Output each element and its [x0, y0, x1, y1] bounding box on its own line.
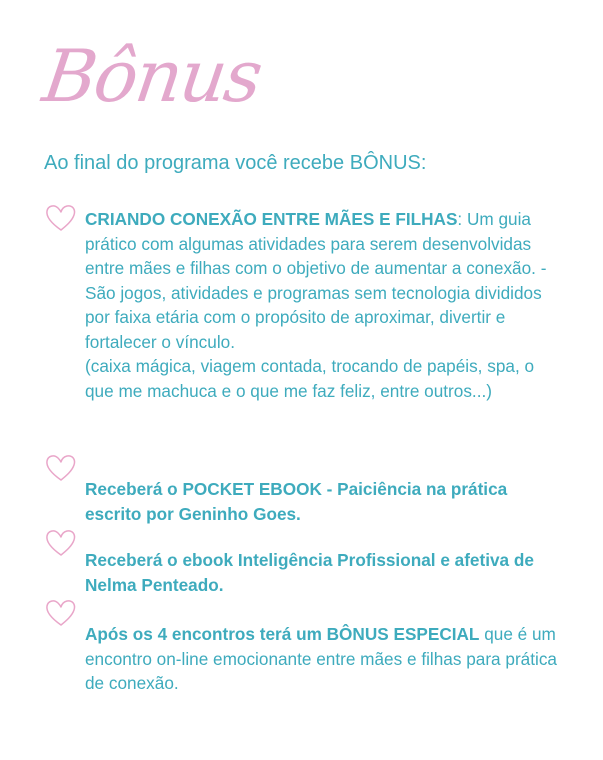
bonus-text-2 — [85, 477, 560, 526]
bonus-body-4: que é um encontro on-line emocionante entre mães e filhas para prática de conexão. — [85, 624, 557, 693]
bonus-heading-3: Receberá o ebook Inteligência Profissional e afetiva de Nelma Penteado. — [85, 550, 534, 595]
heart-outline-icon — [44, 203, 78, 233]
heart-outline-icon — [44, 453, 78, 483]
bonus-heading-4: Após os 4 encontros terá um BÔNUS ESPECIAL — [85, 624, 480, 644]
heart-outline-icon — [44, 598, 78, 628]
bonus-body-1: Um guia prático com algumas atividades para serem desenvolvidas entre mães e filhas com o objetivo de aumentar a conexão. - São jogos, atividades e programas sem tecnologia divididos por faixa etária com o propósito de aproximar, divertir e fortalecer o vínculo. — [85, 209, 547, 352]
bonus-extra-1: (caixa mágica, viagem contada, trocando de papéis, spa, o que me machuca e o que me faz feliz, entre outros...) — [85, 356, 535, 401]
bonus-heading-colon: : — [457, 209, 463, 229]
page-title: Bônus — [38, 34, 266, 118]
bonus-text-1 — [85, 207, 560, 403]
bonus-text-4 — [85, 622, 560, 696]
bonus-text-3 — [85, 548, 560, 597]
bonus-heading-1: CRIANDO CONEXÃO ENTRE MÃES E FILHAS — [85, 209, 458, 229]
bonus-heading-2: Receberá o POCKET EBOOK - Paiciência na prática escrito por Geninho Goes. — [85, 479, 508, 524]
heart-outline-icon — [44, 528, 78, 558]
subtitle: Ao final do programa você recebe BÔNUS: — [44, 152, 427, 174]
